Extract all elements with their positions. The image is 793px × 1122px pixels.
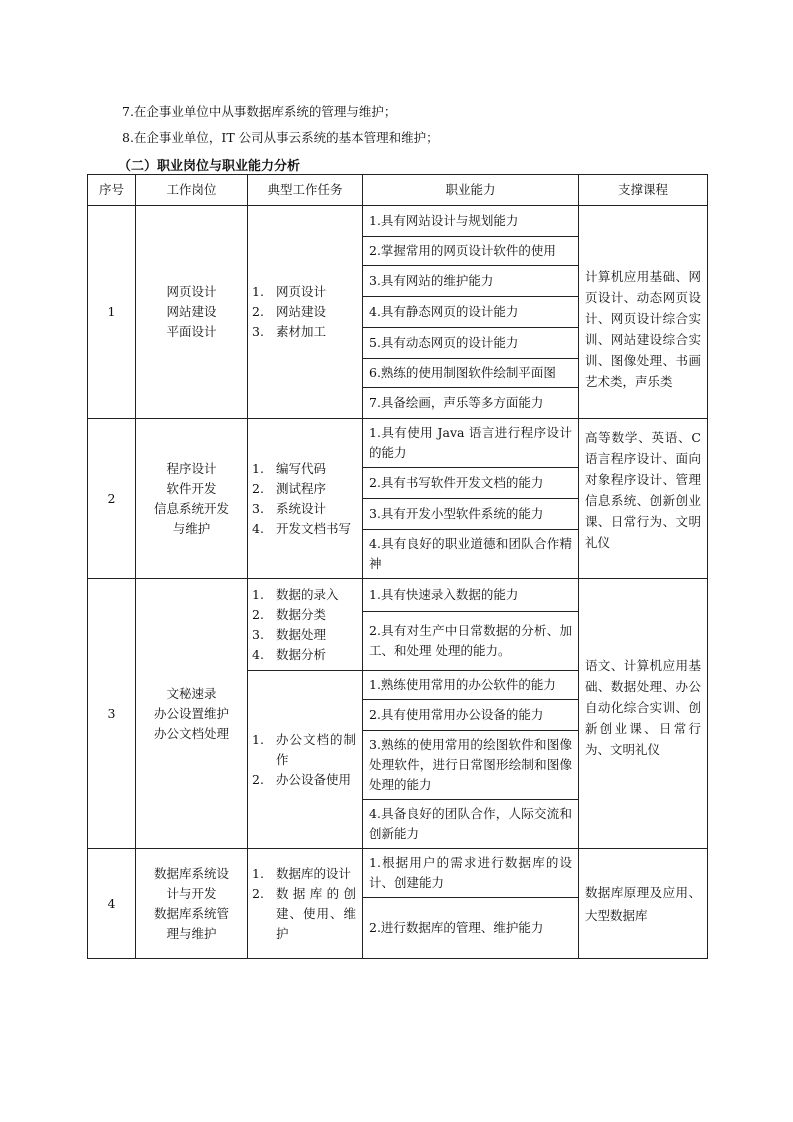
ability-cell: 4.具有良好的职业道德和团队合作精神 [363,530,579,579]
ability-cell: 2.具有使用常用办公设备的能力 [363,700,579,731]
ability-cell: 3.具有网站的维护能力 [363,266,579,297]
row-tasks: 1. 办公文档的制作 2. 办公设备使用 [248,671,363,849]
row-tasks: 1. 网页设计 2. 网站建设 3. 素材加工 [248,206,363,419]
section-title: （二）职业岗位与职业能力分析 [118,159,301,174]
header-task: 典型工作任务 [248,175,363,206]
row-posts: 程序设计 软件开发 信息系统开发 与维护 [136,419,248,579]
ability-cell: 7.具备绘画，声乐等多方面能力 [363,388,579,419]
ability-cell: 1.具有网站设计与规划能力 [363,206,579,237]
row-courses: 高等数学、英语、C 语言程序设计、面向对象程序设计、管理信息系统、创新创业课、日常行为、文明礼仪 [579,419,708,579]
intro-line-7: 7.在企事业单位中从事数据库系统的管理与维护； [122,104,397,119]
ability-cell: 2.掌握常用的网页设计软件的使用 [363,237,579,266]
header-no: 序号 [88,175,136,206]
row-tasks: 1. 数据的录入 2. 数据分类 3. 数据处理 4. 数据分析 [248,579,363,671]
row-no: 4 [88,849,136,959]
ability-cell: 5.具有动态网页的设计能力 [363,328,579,359]
row-no: 2 [88,419,136,579]
row-tasks: 1. 编写代码 2. 测试程序 3. 系统设计 4. 开发文档书写 [248,419,363,579]
ability-cell: 2.具有书写软件开发文档的能力 [363,468,579,499]
ability-cell: 2.具有对生产中日常数据的分析、加工、和处理 处理的能力。 [363,612,579,671]
table-row [88,419,708,468]
row-courses: 数据库原理及应用、大型数据库 [579,849,708,959]
ability-cell: 1.具有使用 Java 语言进行程序设计的能力 [363,419,579,468]
header-course: 支撑课程 [579,175,708,206]
table-row [88,206,708,237]
ability-cell: 1.熟练使用常用的办公软件的能力 [363,671,579,700]
ability-cell: 1.根据用户的需求进行数据库的设计、创建能力 [363,849,579,898]
ability-cell: 4.具有静态网页的设计能力 [363,297,579,328]
row-courses: 计算机应用基础、网页设计、动态网页设计、网页设计综合实训、网站建设综合实训、图像处理、书画艺术类，声乐类 [579,206,708,419]
ability-cell: 2.进行数据库的管理、维护能力 [363,898,579,959]
table-row [88,849,708,898]
table-row [88,579,708,612]
ability-cell: 3.具有开发小型软件系统的能力 [363,499,579,530]
ability-cell: 1.具有快速录入数据的能力 [363,579,579,612]
row-no: 3 [88,579,136,849]
row-no: 1 [88,206,136,419]
ability-cell: 6.熟练的使用制图软件绘制平面图 [363,359,579,388]
row-courses: 语文、计算机应用基础、数据处理、办公自动化综合实训、创新创业课、日常行为、文明礼仪 [579,579,708,849]
ability-cell: 3.熟练的使用常用的绘图软件和图像处理软件，进行日常图形绘制和图像处理的能力 [363,731,579,800]
row-tasks: 1. 数据库的设计 2. 数据库的创建、使用、维护 [248,849,363,959]
intro-line-8: 8.在企事业单位，IT 公司从事云系统的基本管理和维护； [122,130,439,145]
job-ability-table [87,174,708,959]
header-post: 工作岗位 [136,175,248,206]
table-header-row [88,175,708,206]
header-ability: 职业能力 [363,175,579,206]
row-posts: 网页设计 网站建设 平面设计 [136,206,248,419]
row-posts: 文秘速录 办公设置维护 办公文档处理 [136,579,248,849]
row-posts: 数据库系统设 计与开发 数据库系统管 理与维护 [136,849,248,959]
ability-cell: 4.具备良好的团队合作，人际交流和创新能力 [363,800,579,849]
